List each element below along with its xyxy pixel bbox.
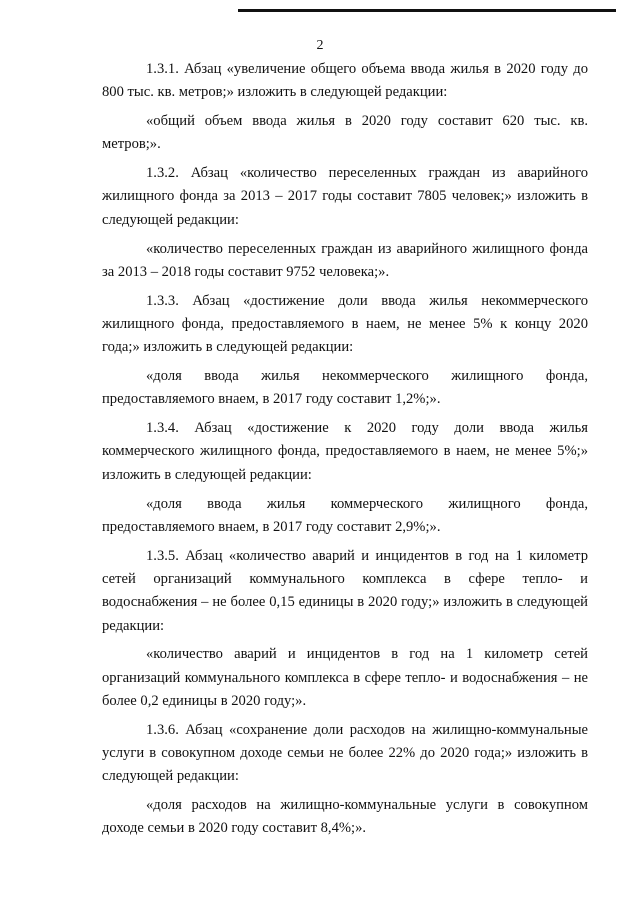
paragraph-1-3-6: 1.3.6. Абзац «сохранение доли расходов на жилищно-коммунальные услуги в совокупном доходе семьи не более 22% до 2020 года;» изложить в следующей редакции: — [102, 721, 588, 785]
top-rule — [238, 9, 616, 12]
paragraph-1-3-5-new-text: «количество аварий и инцидентов в год на 1 километр сетей организаций коммунального комплекса в сфере тепло- и водоснабжения – не более 0,2 единицы в 2020 году;». — [102, 646, 588, 709]
paragraph-1-3-1-new-text: «общий объем ввода жилья в 2020 году составит 620 тыс. кв. метров;». — [102, 113, 588, 153]
paragraph-1-3-5: 1.3.5. Абзац «количество аварий и инцидентов в год на 1 километр сетей организаций коммунального комплекса в сфере тепло- и водоснабжения – не более 0,15 единицы в 2020 году;» изложить в следующей редакции: — [102, 547, 588, 634]
paragraph-1-3-4: 1.3.4. Абзац «достижение к 2020 году доли ввода жилья коммерческого жилищного фонда, предоставляемого в наем, не менее 5%;» изложить в следующей редакции: — [102, 420, 588, 483]
page-number: 2 — [316, 38, 324, 53]
paragraph-1-3-4-new-text: «доля ввода жилья коммерческого жилищного фонда, предоставляемого внаем, в 2017 году составит 2,9%;». — [102, 495, 588, 535]
paragraph-1-3-2: 1.3.2. Абзац «количество переселенных граждан из аварийного жилищного фонда за 2013 – 2017 годы составит 7805 человек;» изложить в следующей редакции: — [102, 165, 588, 228]
document-body — [102, 58, 588, 846]
paragraph-1-3-6-new-text: «доля расходов на жилищно-коммунальные услуги в совокупном доходе семьи в 2020 году составит 8,4%;». — [102, 797, 588, 837]
paragraph-1-3-3: 1.3.3. Абзац «достижение доли ввода жилья некоммерческого жилищного фонда, предоставляемого в наем, не менее 5% к концу 2020 года;» изложить в следующей редакции: — [102, 292, 588, 356]
paragraph-1-3-2-new-text: «количество переселенных граждан из аварийного жилищного фонда за 2013 – 2018 годы составит 9752 человека;». — [102, 240, 588, 280]
paragraph-1-3-1: 1.3.1. Абзац «увеличение общего объема ввода жилья в 2020 году до 800 тыс. кв. метров;» изложить в следующей редакции: — [102, 61, 588, 101]
paragraph-1-3-3-new-text: «доля ввода жилья некоммерческого жилищного фонда, предоставляемого внаем, в 2017 году составит 1,2%;». — [102, 368, 588, 408]
